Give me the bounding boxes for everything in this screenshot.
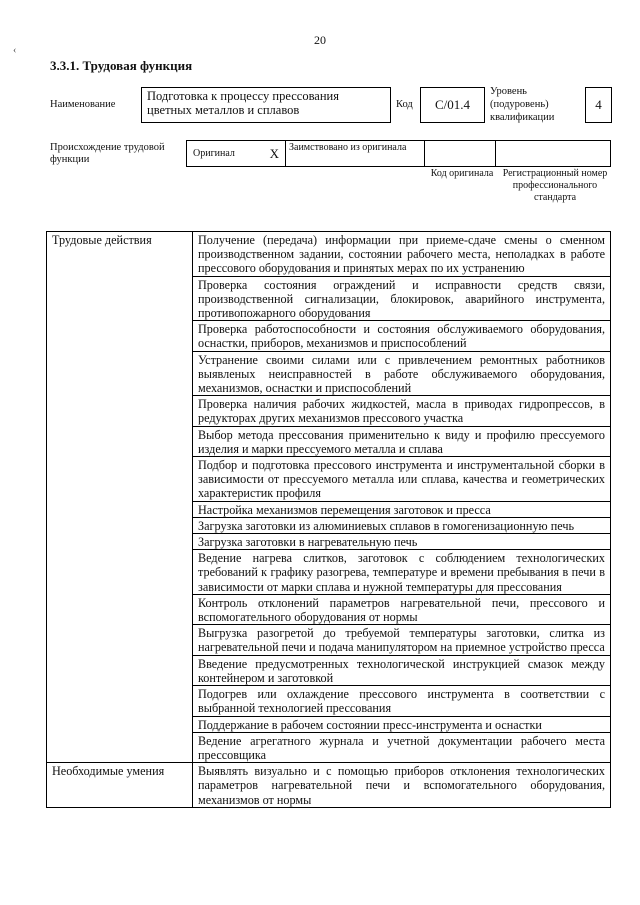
- original-cell: [186, 140, 286, 167]
- labor-action-row: [47, 232, 611, 277]
- name-label: Наименование: [50, 99, 116, 110]
- labor-action-heading: Трудовые действия: [47, 232, 193, 763]
- original-label: Оригинал: [193, 148, 235, 159]
- labor-action-item: Ведение нагрева слитков, заготовок с соблюдением технологических требований к графику разогрева, температуре и времени пребывания в печи в зависимости от марки сплава и нужной температуры для прессования: [193, 550, 611, 595]
- origin-label: Происхождение трудовой функции: [50, 142, 165, 165]
- labor-function-table: [46, 231, 611, 808]
- original-mark: X: [269, 146, 279, 161]
- function-name-box: Подготовка к процессу прессования цветных металлов и сплавов: [141, 87, 391, 123]
- borrowed-label: Заимствовано из оригинала: [285, 140, 425, 167]
- labor-action-item: Подогрев или охлаждение прессового инструмента в соответствии с выбранной технологией прессования: [193, 686, 611, 716]
- origin-row: [187, 140, 612, 167]
- level-label: Уровень (подуровень) квалификации: [490, 86, 555, 123]
- page-number: 20: [314, 33, 326, 47]
- function-code-box: С/01.4: [420, 87, 485, 123]
- section-title: 3.3.1. Трудовая функция: [50, 58, 193, 73]
- labor-action-item: Введение предусмотренных технологической инструкцией смазок между контейнером и заготовкой: [193, 655, 611, 685]
- labor-action-item: Поддержание в рабочем состоянии пресс-инструмента и оснастки: [193, 716, 611, 732]
- margin-mark: ‹: [13, 45, 17, 56]
- labor-action-item: Загрузка заготовки из алюминиевых сплавов в гомогенизационную печь: [193, 517, 611, 533]
- labor-action-item: Ведение агрегатного журнала и учетной документации рабочего места прессовщика: [193, 732, 611, 762]
- labor-action-item: Выбор метода прессования применительно к виду и профилю прессуемого изделия и марки прессуемого металла и сплава: [193, 426, 611, 456]
- labor-action-item: Проверка работоспособности и состояния обслуживаемого оборудования, оснастки, приборов, механизмов и приспособлений: [193, 321, 611, 351]
- code-label: Код: [396, 99, 413, 110]
- labor-action-item: Загрузка заготовки в нагревательную печь: [193, 534, 611, 550]
- labor-action-item: Проверка состояния ограждений и исправности средств связи, производственной сигнализации, блокировок, аварийного инструмента, противопожарного оборудования: [193, 276, 611, 321]
- code-caption: Код оригинала: [430, 168, 494, 179]
- skill-item: Выявлять визуально и с помощью приборов отклонения технологических параметров нагревательной печи и вспомогательного оборудования, механизмов от нормы: [193, 763, 611, 808]
- labor-action-item: Контроль отклонений параметров нагревательной печи, прессового и вспомогательного оборудования от нормы: [193, 594, 611, 624]
- original-code-cell: [424, 140, 496, 167]
- labor-action-item: Получение (передача) информации при приеме-сдаче смены о сменном производственном задании, состоянии рабочего места, неполадках в работе прессового оборудования и принятых мерах по их устранению: [193, 232, 611, 277]
- reg-number-cell: [495, 140, 611, 167]
- labor-action-item: Настройка механизмов перемещения заготовок и пресса: [193, 501, 611, 517]
- reg-caption: Регистрационный номер профессионального стандарта: [502, 168, 608, 203]
- labor-action-item: Проверка наличия рабочих жидкостей, масла в приводах гидропрессов, в редукторах других механизмов прессового участка: [193, 396, 611, 426]
- labor-action-item: Выгрузка разогретой до требуемой температуры заготовки, слитка из нагревательной печи и подача манипулятором на приемное устройство пресса: [193, 625, 611, 655]
- skill-heading: Необходимые умения: [47, 763, 193, 808]
- labor-action-item: Устранение своими силами или с привлечением ремонтных работников выявленых неисправностей в работе обслуживаемого оборудования, механизмов, оснастки и приспособлений: [193, 351, 611, 396]
- labor-action-item: Подбор и подготовка прессового инструмента и инструментальной сборки в зависимости от прессуемого металла или сплава, качества и геометрических характеристик профиля: [193, 457, 611, 502]
- level-value-box: 4: [585, 87, 612, 123]
- skill-row: [47, 763, 611, 808]
